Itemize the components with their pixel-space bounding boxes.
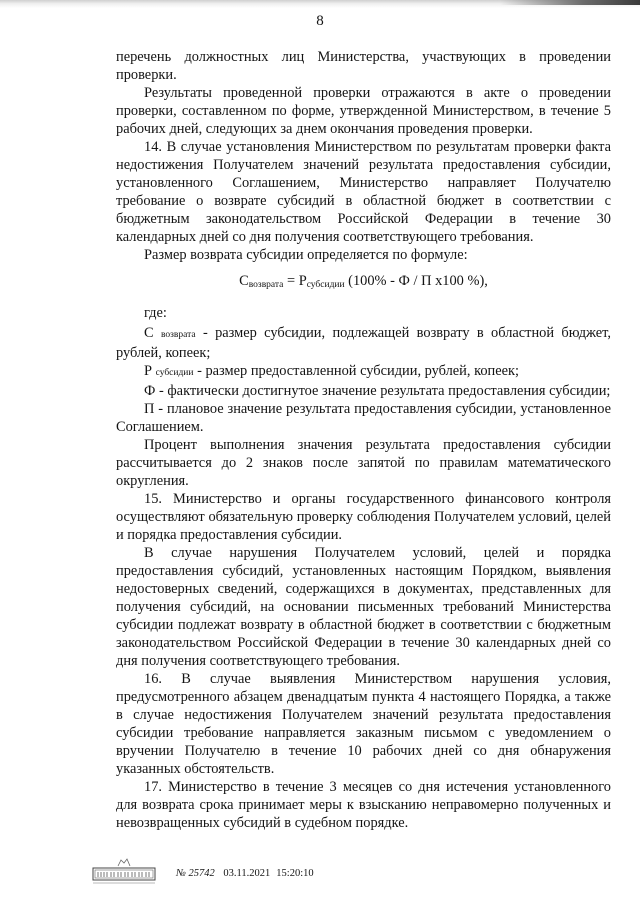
paragraph-formula-intro: Размер возврата субсидии определяется по формуле: (144, 247, 468, 263)
formula-c: С (239, 273, 249, 289)
paragraph-15: 15. Министерство и органы государственного финансового контроля осуществляют обязательную проверку соблюдения Получателем условий, целей и порядка предоставления субсидии. (116, 491, 611, 543)
paragraph-violation: В случае нарушения Получателем условий, целей и порядка предоставления субсидий, установленных настоящим Порядком, выявления недостоверных сведений, содержащихся в документах, представленных для получения субсидий, на основании письменных требований Министерства субсидии подлежат возврату в областной бюджет в соответствии с бюджетным законодательством Российской Федерации в течение 30 календарных дней со дня получения соответствующего требования. (116, 545, 611, 669)
definition-f: Ф - фактически достигнутое значение результата предоставления субсидии; (144, 383, 611, 399)
paragraph-officials: перечень должностных лиц Министерства, участвующих в проведении проверки. (116, 49, 611, 83)
scan-top-edge-shadow (500, 0, 640, 5)
where-label: где: (144, 305, 167, 321)
paragraph-16: 16. В случае выявления Министерством нарушения условия, предусмотренного абзацем двенадцатым пункта 4 настоящего Порядка, а также в случае недостижения Получателем значений результата предоставления субсидии требование направляется заказным письмом с уведомлением о вручении Получателю в течение 10 рабочих дней со дня обнаружения указанных обстоятельств. (116, 671, 611, 777)
definition-pi: П - плановое значение результата предоставления субсидии, установленное Соглашением. (116, 401, 611, 435)
definition-p (116, 362, 611, 382)
refund-formula (116, 272, 611, 294)
paragraph-percent: Процент выполнения значения результата предоставления субсидии рассчитывается до 2 знаков после запятой по правилам математического округления. (116, 437, 611, 489)
formula-rest: (100% - Ф / П х100 %), (344, 273, 488, 289)
page-number: 8 (316, 13, 324, 29)
definition-p-symbol: Р (144, 363, 153, 379)
definition-c (116, 324, 611, 362)
definition-p-text: - размер предоставленной субсидии, рублей, копеек; (193, 363, 519, 379)
document-footer (92, 857, 512, 891)
registration-time: 15:20:10 (276, 868, 314, 879)
paragraph-14: 14. В случае установления Министерством по результатам проверки факта недостижения Получателем значений результата предоставления субсидии, установленного Соглашением, Министерство направляет Получателю требование о возврате субсидий в областной бюджет в соответствии с бюджетным законодательством Российской Федерации в течение 30 календарных дней со дня получения соответствующего требования. (116, 139, 611, 245)
formula-c-sub: возврата (248, 280, 284, 290)
registration-date: 03.11.2021 (223, 868, 271, 879)
definition-c-sub: возврата (160, 330, 196, 340)
document-body (116, 48, 611, 832)
paragraph-results: Результаты проведенной проверки отражаются в акте о проведении проверки, составленном по форме, утвержденной Министерством, в течение 5 рабочих дней, следующих за днем окончания проведения проверки. (116, 85, 611, 137)
registration-number: № 25742 (176, 868, 215, 879)
registration-info (176, 868, 320, 879)
paragraph-17: 17. Министерство в течение 3 месяцев со дня истечения установленного для возврата срока принимает меры к взысканию неправомерно полученных и невозвращенных субсидий в судебном порядке. (116, 779, 611, 831)
formula-p-sub: субсидии (306, 280, 345, 290)
formula-eq: = Р (283, 273, 307, 289)
ministry-stamp-icon (92, 857, 156, 887)
definition-p-sub: субсидии (155, 368, 194, 378)
definition-c-symbol: С (144, 325, 154, 341)
definition-c-text: - размер субсидии, подлежащей возврату в областной бюджет, рублей, копеек; (116, 325, 611, 361)
